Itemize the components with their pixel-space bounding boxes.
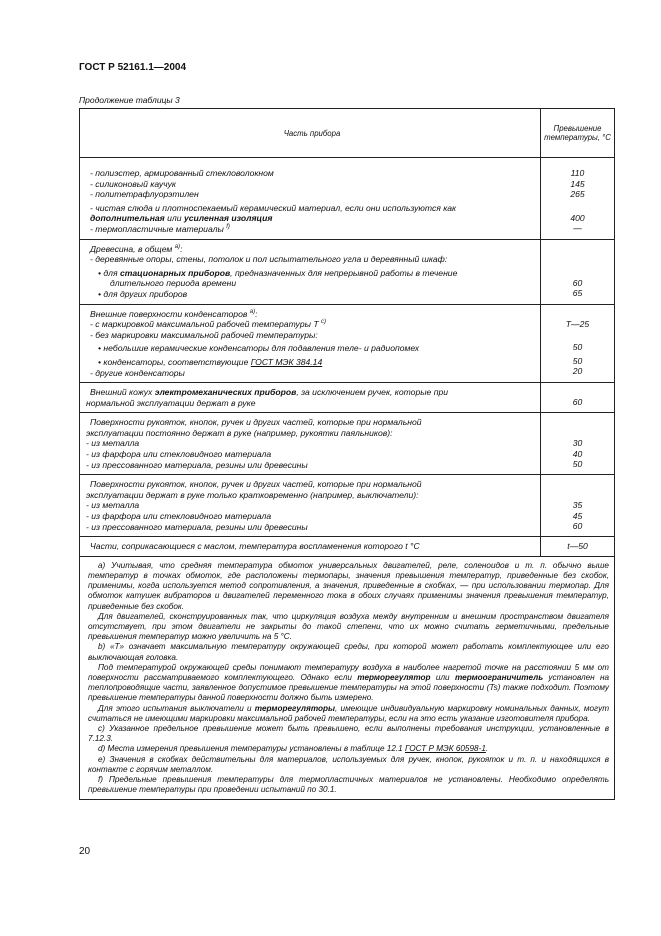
handles-short-values: [541, 475, 615, 537]
wood-line2: - деревянные опоры, стены, потолок и пол испытательного угла и деревянный шкаф:: [90, 254, 448, 265]
enclosure-values: [541, 383, 615, 413]
row-mica-bold-b: усиленная изоляция: [183, 213, 273, 224]
handles-continuous-l1: Поверхности рукояток, кнопок, ручек и других частей, которые при нормальной: [90, 417, 422, 428]
table-caption: Продолжение таблицы 3: [79, 95, 180, 105]
value-hs-moulded: 60: [572, 521, 583, 532]
capacitors-cell: [80, 304, 541, 383]
note-a-1: a) Учитывая, что средняя температура обмоток универсальных двигателей, реле, соленоидов и т. п. обычно выше температур в точках обмоток, где расположены термопары, значения превышения температур, приведенные без скобок, применимы, когда используется метод сопротивления, а значения, приведенные в скобках, — при использовании термопар. Для обмоток катушек вибраторов и двигателей переменного тока в обоих случаях применимы значения превышения температур, приведенные без скобок.: [88, 560, 609, 611]
row-silicone: - силиконовый каучук: [90, 178, 176, 189]
wood-b1-bold: стационарных приборов: [119, 267, 231, 278]
enclosure-post: , за исключением ручек, которые при: [296, 387, 449, 398]
note-b-3-pre: Для этого испытания выключатели и: [98, 703, 252, 713]
value-hc-metal: 30: [572, 438, 583, 449]
cap-bullet-standard: [90, 357, 534, 368]
table-row-capacitors: [80, 304, 615, 383]
value-cap-standard: 50: [572, 355, 583, 366]
handles-short-l1: Поверхности рукояток, кнопок, ручек и других частей, которые при нормальной: [90, 479, 422, 490]
materials-values: [541, 158, 615, 240]
wood-values: [541, 239, 615, 304]
note-b-3: [88, 704, 609, 724]
value-oil: t—50: [567, 541, 588, 552]
note-c: c) Указанное предельное превышение может быть превышено, если выполнены требования инструкции, установленные в 7.12.3.: [88, 724, 609, 744]
handles-continuous-l2: эксплуатации постоянно держат в руке (например, рукоятки паяльников):: [86, 427, 393, 438]
enclosure-cell: [80, 383, 541, 413]
handles-short-l2: эксплуатации держат в руке только кратковременно (например, выключатели):: [86, 489, 419, 500]
wood-cell: [80, 239, 541, 304]
row-thermoplastic-sup: f): [226, 224, 230, 231]
row-thermoplastic-text: - термопластичные материалы: [90, 223, 224, 234]
row-ptfe: - политетрафлуорэтилен: [90, 189, 199, 200]
value-wood-other: 65: [572, 288, 583, 299]
value-silicone: 145: [570, 178, 585, 189]
value-wood-stationary: 60: [572, 277, 583, 288]
handles-continuous-porcelain: - из фарфора или стекловидного материала: [86, 449, 272, 460]
note-b-2-mid: или: [435, 673, 450, 683]
gost-384-link[interactable]: ГОСТ МЭК 384.14: [250, 356, 323, 367]
wood-bullet-other: • для других приборов: [98, 288, 188, 299]
handles-continuous-cell: [80, 413, 541, 475]
cap-intro: Внешние поверхности конденсаторов $^{a)}$:: [90, 308, 258, 319]
cap-marked: [90, 319, 534, 330]
value-enclosure: 60: [572, 397, 583, 408]
cap-b2-pre: • конденсаторы, соответствующие: [98, 356, 251, 367]
column-header-part: Часть прибора: [80, 109, 541, 158]
value-hs-porcelain: 45: [572, 510, 583, 521]
handles-short-moulded: - из прессованного материала, резины или древесины: [86, 521, 308, 532]
gost-60598-link[interactable]: ГОСТ Р МЭК 60598-1: [405, 744, 486, 754]
wood-intro-text: Древесина, в общем: [90, 243, 173, 254]
wood-b1-pre: • для: [98, 267, 120, 278]
handles-continuous-metal: - из металла: [86, 438, 140, 449]
wood-bullet-stationary-cont: длительного периода времени: [110, 278, 237, 289]
note-d-pre: d) Места измерения превышения температуры установлены в таблице 12.1: [98, 744, 403, 754]
materials-cell: [80, 158, 541, 240]
wood-bullet-stationary: [90, 268, 534, 279]
value-thermoplastic: —: [573, 223, 582, 234]
note-b-2-bold1: терморегулятор: [357, 673, 431, 683]
value-cap-ceramic: 50: [572, 342, 583, 353]
oil-cell: [80, 537, 541, 557]
value-cap-marked: T—25: [565, 318, 590, 329]
temperature-rise-table: [79, 108, 615, 800]
row-mica-mid: или: [164, 213, 184, 224]
enclosure-pre: Внешний кожух: [90, 387, 155, 398]
value-hs-metal: 35: [572, 500, 583, 511]
cap-other: - другие конденсаторы: [90, 367, 185, 378]
wood-intro-sup: a): [174, 243, 181, 250]
note-b-2-bold2: термоограничитель: [454, 673, 544, 683]
note-f: f) Предельные превышения температуры для термопластичных материалов не установлены. Необходимо определять превышение температуры при проведении испытаний по 30.1.: [88, 775, 609, 795]
capacitors-values: [541, 304, 615, 383]
page-number: 20: [79, 846, 91, 857]
table-row-handles-continuous: [80, 413, 615, 475]
value-hc-porcelain: 40: [572, 448, 583, 459]
value-polyester: 110: [570, 168, 585, 178]
note-b-1: b) «Т» означает максимальную температуру окружающей среды, при которой может работать комплектующее или его выключающая головка.: [88, 642, 609, 662]
row-thermoplastic: [90, 224, 534, 235]
cap-unmarked: - без маркировки максимальной рабочей температуры:: [90, 329, 318, 340]
cap-intro-sup: a): [249, 308, 256, 315]
wood-b1-post: , предназначенных для непрерывной работы в течение: [230, 267, 458, 278]
oil-text: Части, соприкасающиеся с маслом, температура воспламенения которого t °С: [90, 541, 420, 552]
table-notes-row: [80, 556, 615, 800]
table-row-handles-short: [80, 475, 615, 537]
row-polyester: - полиэстер, армированный стекловолокном: [90, 168, 274, 178]
table-notes: [80, 556, 615, 800]
handles-short-cell: [80, 475, 541, 537]
table-header-row: [80, 109, 615, 158]
value-ptfe: 265: [570, 189, 585, 200]
row-mica-text: - чистая слюда и плотноспекаемый керамический материал, если они используются как: [90, 202, 457, 213]
note-e: e) Значения в скобках действительны для материалов, используемых для ручек, кнопок, рукояток и т. п. и находящихся в контакте с горячим металлом.: [88, 754, 609, 774]
cap-intro-text: Внешние поверхности конденсаторов: [90, 308, 248, 319]
enclosure-line1: [90, 387, 534, 398]
table-row-oil: [80, 537, 615, 557]
cap-marked-text: - с маркировкой максимальной рабочей температуры Т: [90, 319, 319, 330]
enclosure-bold: электромеханических приборов: [154, 387, 297, 398]
handles-continuous-values: [541, 413, 615, 475]
value-mica: 400: [570, 212, 585, 223]
enclosure-line2: нормальной эксплуатации держат в руке: [86, 397, 256, 408]
note-b-3-post: , имеющие индивидуальную маркировку номинальных данных, могут считаться не имеющими маркировки максимальной рабочей температуры, если на это есть указание изготовителя прибора.: [88, 703, 610, 723]
handles-short-metal: - из металла: [86, 500, 140, 511]
table-row-materials: [80, 158, 615, 240]
table-row-wood: [80, 239, 615, 304]
note-b-2-rest: установлен на теплопроводящие части, заявленное допустимое превышение температуры на этой поверхности (Ts) также подходит. Поэтому превышение температуры данной поверхности должно быть измерено.: [88, 673, 610, 703]
cap-bullet-ceramic: • небольшие керамические конденсаторы для подавления теле- и радиопомех: [98, 343, 420, 354]
note-b-2-text: Под температурой окружающей среды понимают температуру воздуха в наиболее нагретой точке на расстоянии 5 мм от поверхности рассматриваемого комплектующего. Однако если: [88, 662, 609, 683]
row-mica-bold-a: дополнительная: [90, 213, 165, 224]
value-hc-moulded: 50: [572, 459, 583, 470]
value-cap-other: 20: [572, 366, 583, 377]
note-a-2: Для двигателей, сконструированных так, что циркуляция воздуха между внутренним и внешним пространством двигателя отсутствует, при этом двигатели не закрыты до такой степени, что их можно считать герметичными, предельные превышения температур можно увеличить на 5 °С.: [88, 611, 609, 642]
note-b-2: [88, 663, 609, 704]
row-mica: [90, 203, 534, 224]
handles-continuous-moulded: - из прессованного материала, резины или древесины: [86, 459, 308, 470]
note-d: d) Места измерения превышения температуры установлены в таблице 12.1 ГОСТ Р МЭК 60598-1.: [98, 744, 489, 754]
handles-short-porcelain: - из фарфора или стекловидного материала: [86, 511, 272, 522]
cap-marked-sup: c): [320, 319, 326, 326]
oil-values: [541, 537, 615, 557]
column-header-rise: Превышение температуры, °С: [541, 109, 615, 158]
table-row-enclosure: [80, 383, 615, 413]
wood-intro: Древесина, в общем $^{a)}$:: [90, 243, 183, 254]
standard-header: ГОСТ Р 52161.1—2004: [79, 62, 187, 73]
note-b-3-bold: терморегуляторы: [254, 703, 336, 713]
